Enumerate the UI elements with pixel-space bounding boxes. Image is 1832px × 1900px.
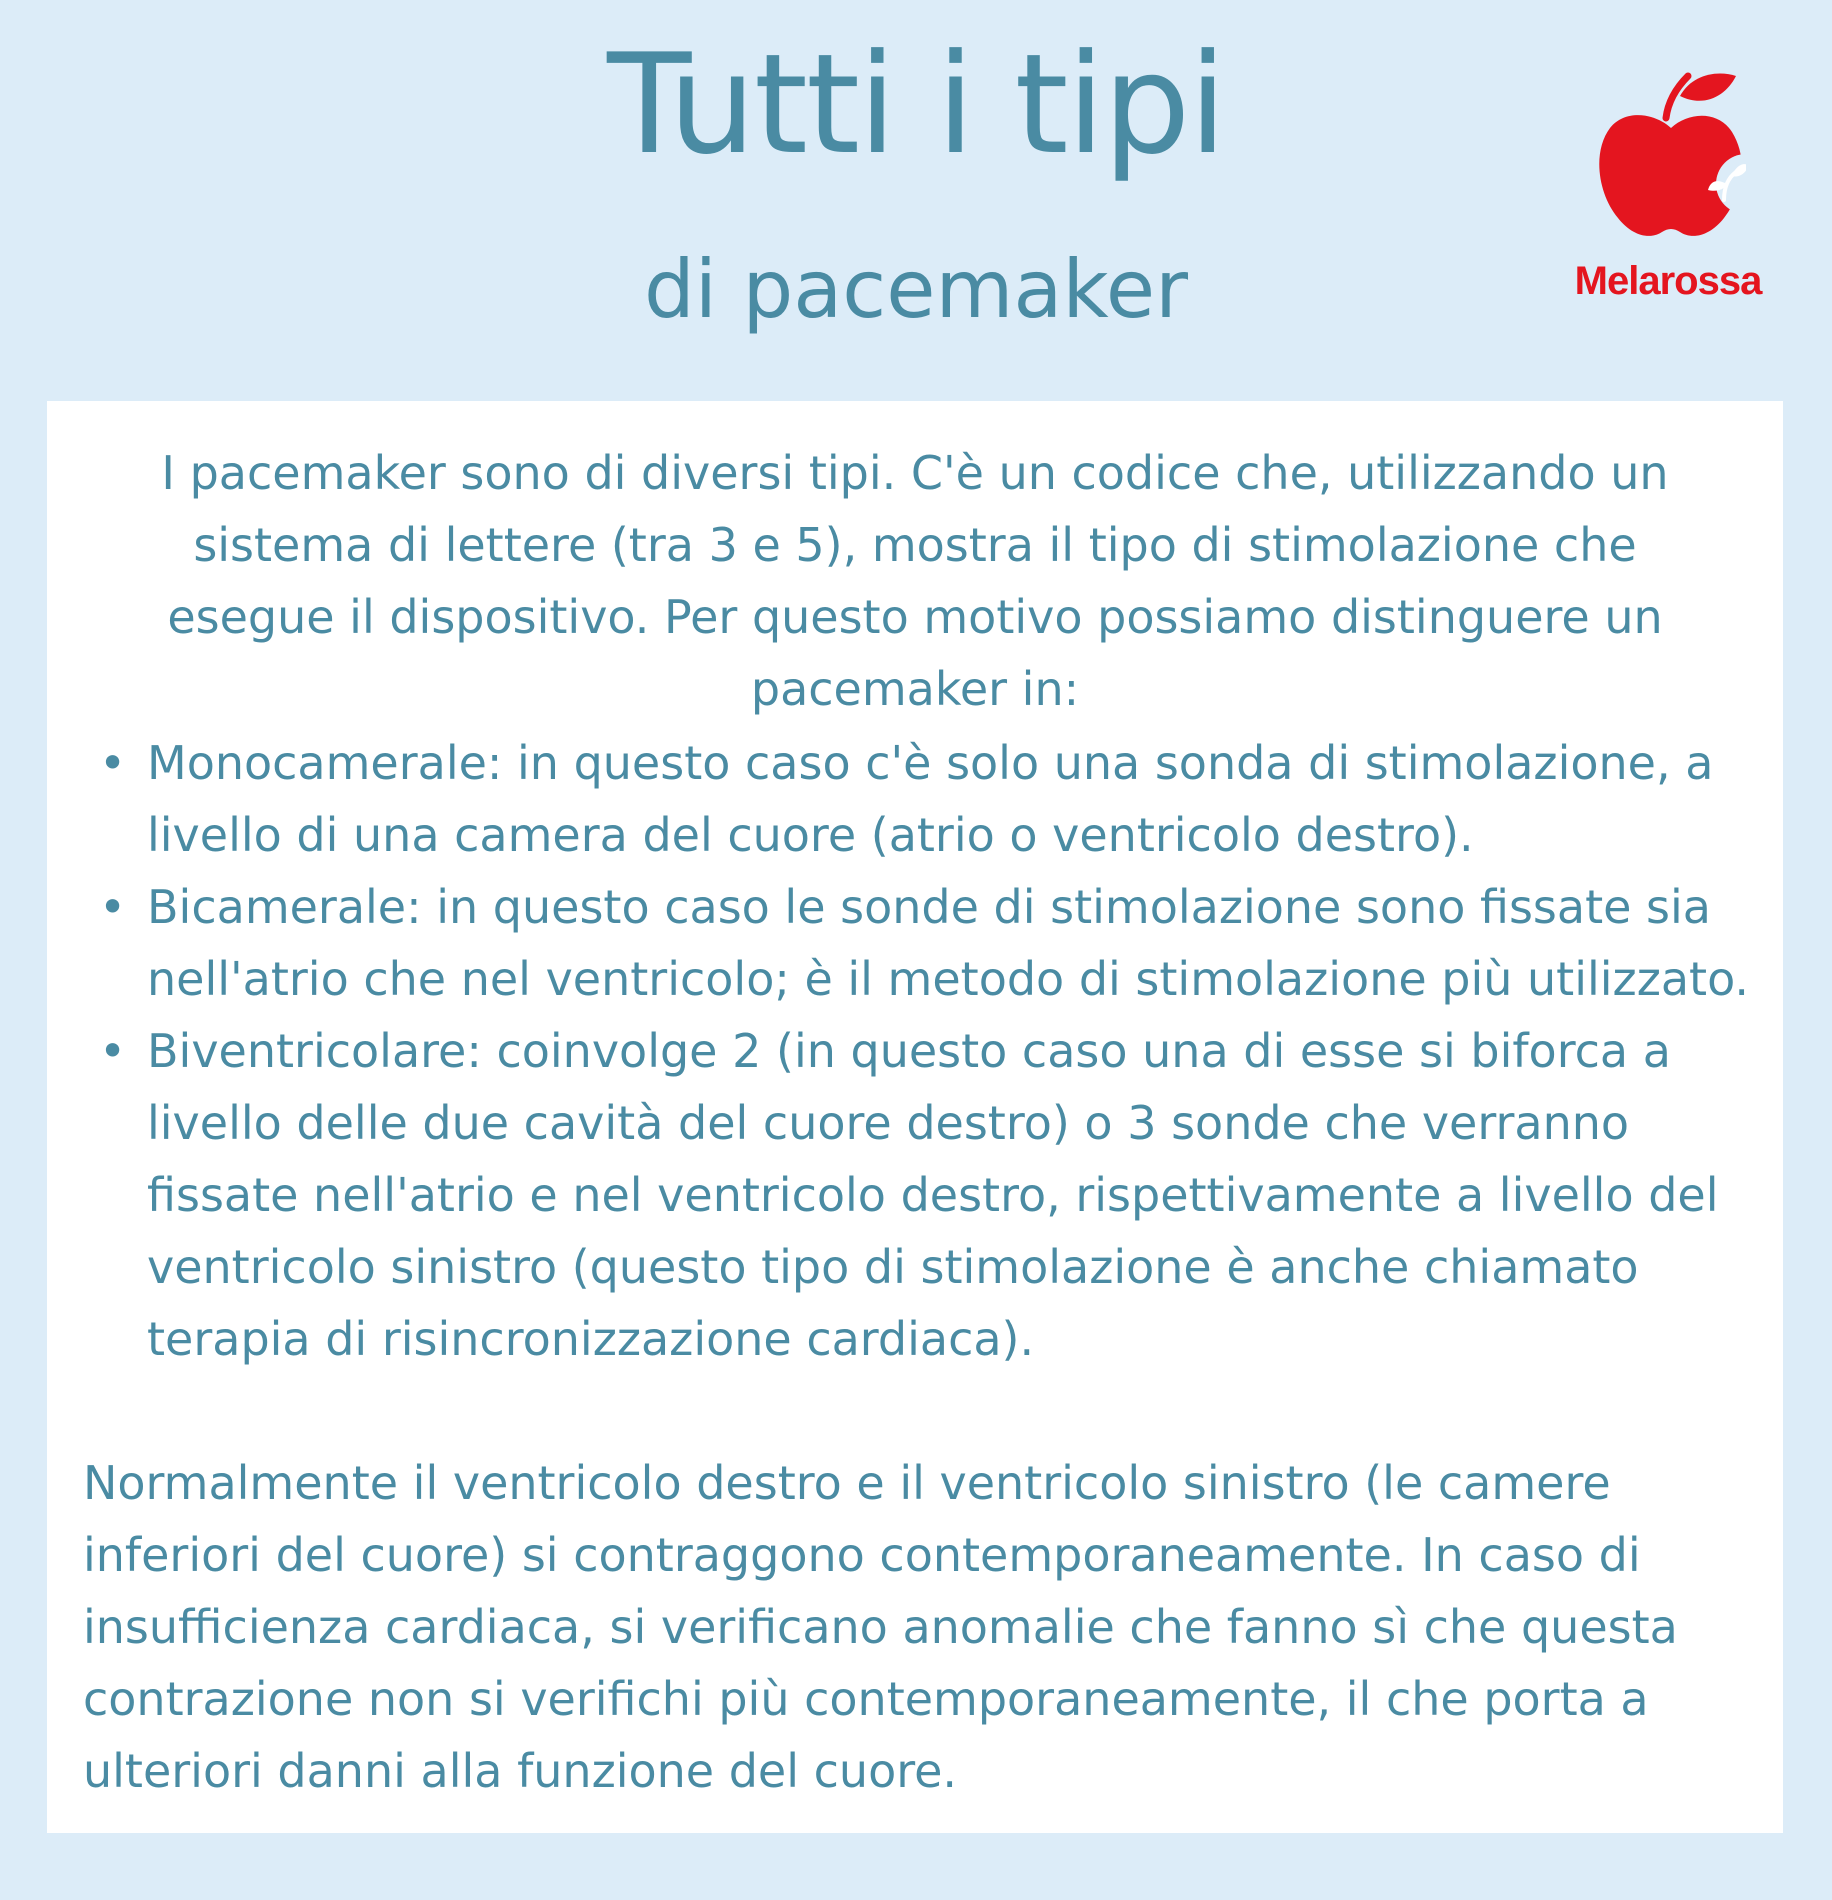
intro-paragraph: I pacemaker sono di diversi tipi. C'è un codice che, utilizzando un sistema di lettere (tra 3 e 5), mostra il tipo di stimolazione che esegue il dispositivo. Per questo motivo possiamo distinguere un pacemaker in: <box>161 446 1669 716</box>
outro-paragraph: Normalmente il ventricolo destro e il ventricolo sinistro (le camere inferiori del cuore) si contraggono contemporaneamente. In caso di insufficienza cardiaca, si verificano anomalie che fanno sì che questa contrazione non si verifichi più contemporaneamente, il che porta a ulteriori danni alla funzione del cuore. <box>83 1456 1678 1798</box>
list-item-text: Monocamerale: in questo caso c'è solo una sonda di stimolazione, a livello di una camera del cuore (atrio o ventricolo destro). <box>147 736 1714 862</box>
bullet-icon: • <box>99 736 127 790</box>
pacemaker-types-list <box>79 727 1759 1375</box>
page-subtitle: di pacemaker <box>644 243 1188 336</box>
list-item <box>79 871 1759 1015</box>
brand-logo <box>1558 66 1778 316</box>
content-card <box>47 401 1783 1833</box>
bullet-icon: • <box>99 1024 127 1078</box>
bullet-icon: • <box>99 880 127 934</box>
brand-name: Melarossa <box>1574 259 1762 303</box>
list-item-text: Bicamerale: in questo caso le sonde di stimolazione sono fissate sia nell'atrio che nel ventricolo; è il metodo di stimolazione più utilizzato. <box>147 880 1750 1006</box>
list-item <box>79 727 1759 871</box>
page-title: Tutti i tipi <box>607 24 1225 185</box>
list-item-text: Biventricolare: coinvolge 2 (in questo caso una di esse si biforca a livello delle due cavità del cuore destro) o 3 sonde che verranno fissate nell'atrio e nel ventricolo destro, rispettivamente a livello del ventricolo sinistro (questo tipo di stimolazione è anche chiamato terapia di risincronizzazione cardiaca). <box>147 1024 1719 1366</box>
list-item <box>79 1015 1759 1375</box>
apple-icon <box>1596 66 1746 241</box>
